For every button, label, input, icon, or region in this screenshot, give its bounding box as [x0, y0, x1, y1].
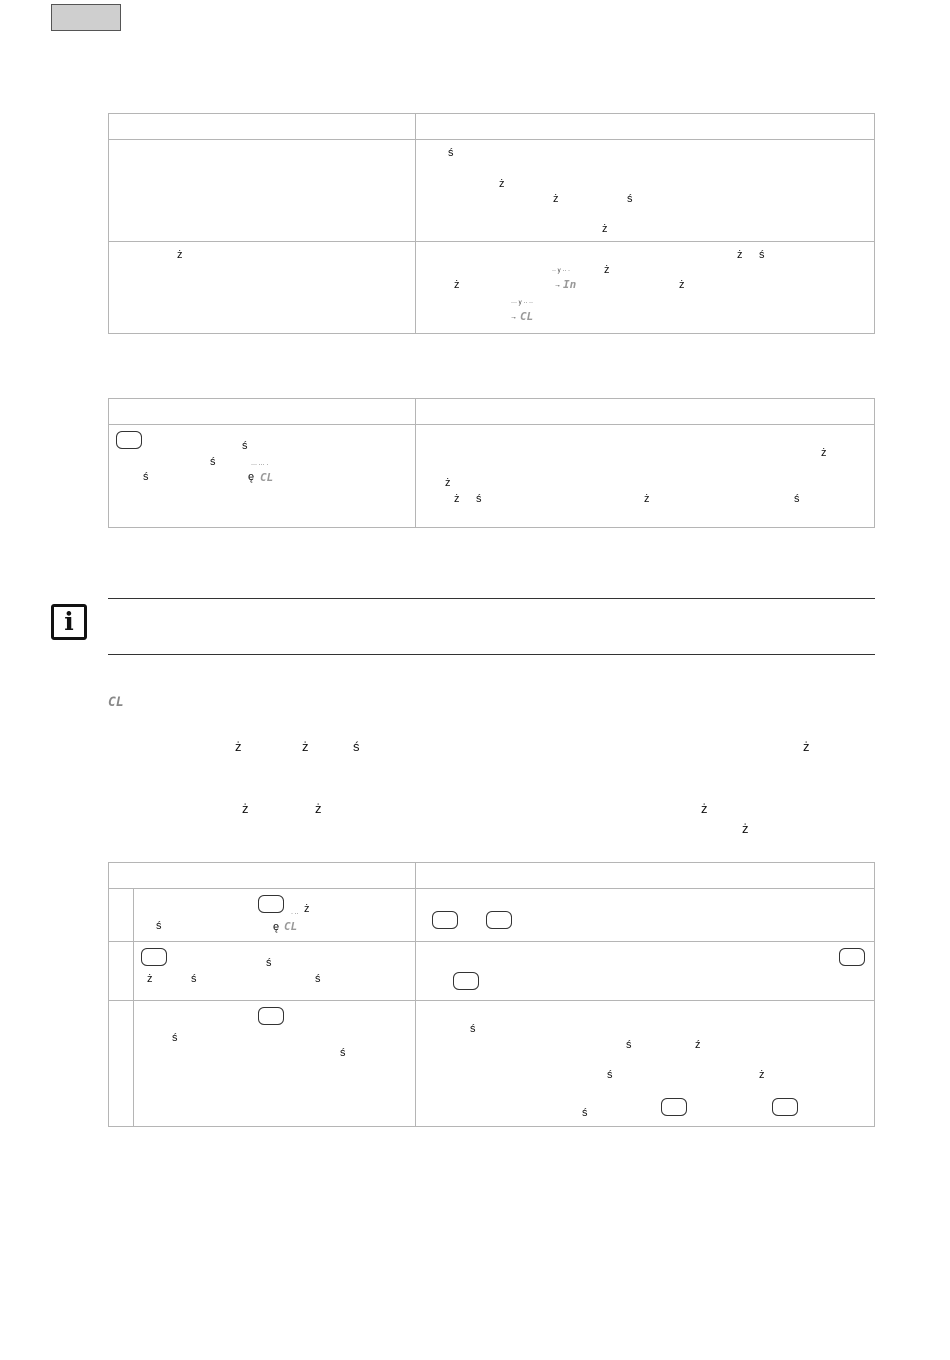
glyph: ś [626, 1039, 632, 1051]
glyph: ś [156, 920, 162, 932]
procedure-table [108, 862, 875, 1127]
glyph: ś [476, 493, 482, 505]
glyph: ż [177, 249, 183, 261]
key-button-icon [141, 948, 167, 966]
arrow-icon: → [510, 314, 517, 321]
display-cl: CL [260, 471, 274, 484]
key-button-icon [453, 972, 479, 990]
tiny-text: ·· y ·· · [552, 268, 570, 274]
glyph: ż [821, 447, 827, 459]
step-number-cell [109, 1001, 134, 1127]
table-row [109, 942, 875, 1001]
table-cell-result [416, 889, 875, 942]
glyph: ż [315, 801, 322, 816]
glyph: ś [759, 249, 765, 261]
glyph: ż [604, 264, 610, 276]
info-icon: i [51, 604, 87, 640]
table-header-row [109, 399, 875, 425]
glyph: ż [499, 178, 505, 190]
glyph: ś [470, 1023, 476, 1035]
parameter-table-1 [108, 113, 875, 334]
glyph: ż [147, 973, 153, 985]
table-cell-parameter [109, 425, 416, 528]
glyph: ż [701, 801, 708, 816]
table-cell-description [416, 140, 875, 242]
glyph: ś [172, 1032, 178, 1044]
tiny-text: ··· ··· · [251, 462, 269, 468]
table-row [109, 140, 875, 242]
glyph: ś [242, 440, 248, 452]
step-number-cell [109, 889, 134, 942]
key-button-icon [661, 1098, 687, 1116]
page-tab [51, 4, 121, 31]
glyph: ś [582, 1107, 588, 1119]
table-row [109, 242, 875, 334]
table-cell-description [416, 425, 875, 528]
glyph: ż [737, 249, 743, 261]
note-bottom-rule [108, 654, 875, 655]
glyph: ś [210, 456, 216, 468]
glyph: ż [302, 739, 309, 754]
table-header-row [109, 863, 875, 889]
key-button-icon [772, 1098, 798, 1116]
glyph: ś [143, 471, 149, 483]
table-cell-action [134, 942, 416, 1001]
glyph: ż [759, 1069, 765, 1081]
glyph: ż [304, 903, 310, 915]
glyph: ś [607, 1069, 613, 1081]
key-button-icon [839, 948, 865, 966]
glyph: ś [340, 1047, 346, 1059]
glyph: ż [242, 801, 249, 816]
glyph: ę [273, 921, 280, 933]
glyph: ś [266, 957, 272, 969]
table-cell-parameter [109, 242, 416, 334]
glyph: ś [627, 193, 633, 205]
glyph: ż [454, 493, 460, 505]
step-number-cell [109, 942, 134, 1001]
display-cl: CL [284, 920, 298, 933]
table-cell-description [416, 242, 875, 334]
table-row [109, 425, 875, 528]
note-top-rule [108, 598, 875, 599]
glyph: ś [315, 973, 321, 985]
key-button-icon [116, 431, 142, 449]
glyph: ż [553, 193, 559, 205]
key-button-icon [432, 911, 458, 929]
table-cell-result [416, 1001, 875, 1127]
table-cell-result [416, 942, 875, 1001]
display-in: In [563, 278, 577, 291]
glyph: ę [248, 471, 255, 483]
table-cell-action [134, 889, 416, 942]
glyph: ż [803, 739, 810, 754]
parameter-table-2 [108, 398, 875, 528]
display-label-cl: CL [108, 695, 124, 710]
arrow-icon: → [554, 282, 561, 289]
glyph: ż [454, 279, 460, 291]
table-row [109, 889, 875, 942]
glyph: ż [602, 223, 608, 235]
glyph: ś [794, 493, 800, 505]
glyph: ż [445, 477, 451, 489]
glyph: ś [353, 739, 360, 754]
table-cell-action [134, 1001, 416, 1127]
key-button-icon [258, 895, 284, 913]
table-header-row [109, 114, 875, 140]
glyph: ż [679, 279, 685, 291]
glyph: ż [644, 493, 650, 505]
tiny-text: · ·· [291, 911, 299, 917]
glyph: ś [191, 973, 197, 985]
glyph: ż [742, 821, 749, 836]
key-button-icon [258, 1007, 284, 1025]
glyph: ź [695, 1039, 701, 1051]
display-cl: CL [520, 310, 534, 323]
key-button-icon [486, 911, 512, 929]
tiny-text: ··· y ·· ·· [511, 300, 533, 306]
glyph: ż [235, 739, 242, 754]
glyph: ś [448, 147, 454, 159]
table-row [109, 1001, 875, 1127]
